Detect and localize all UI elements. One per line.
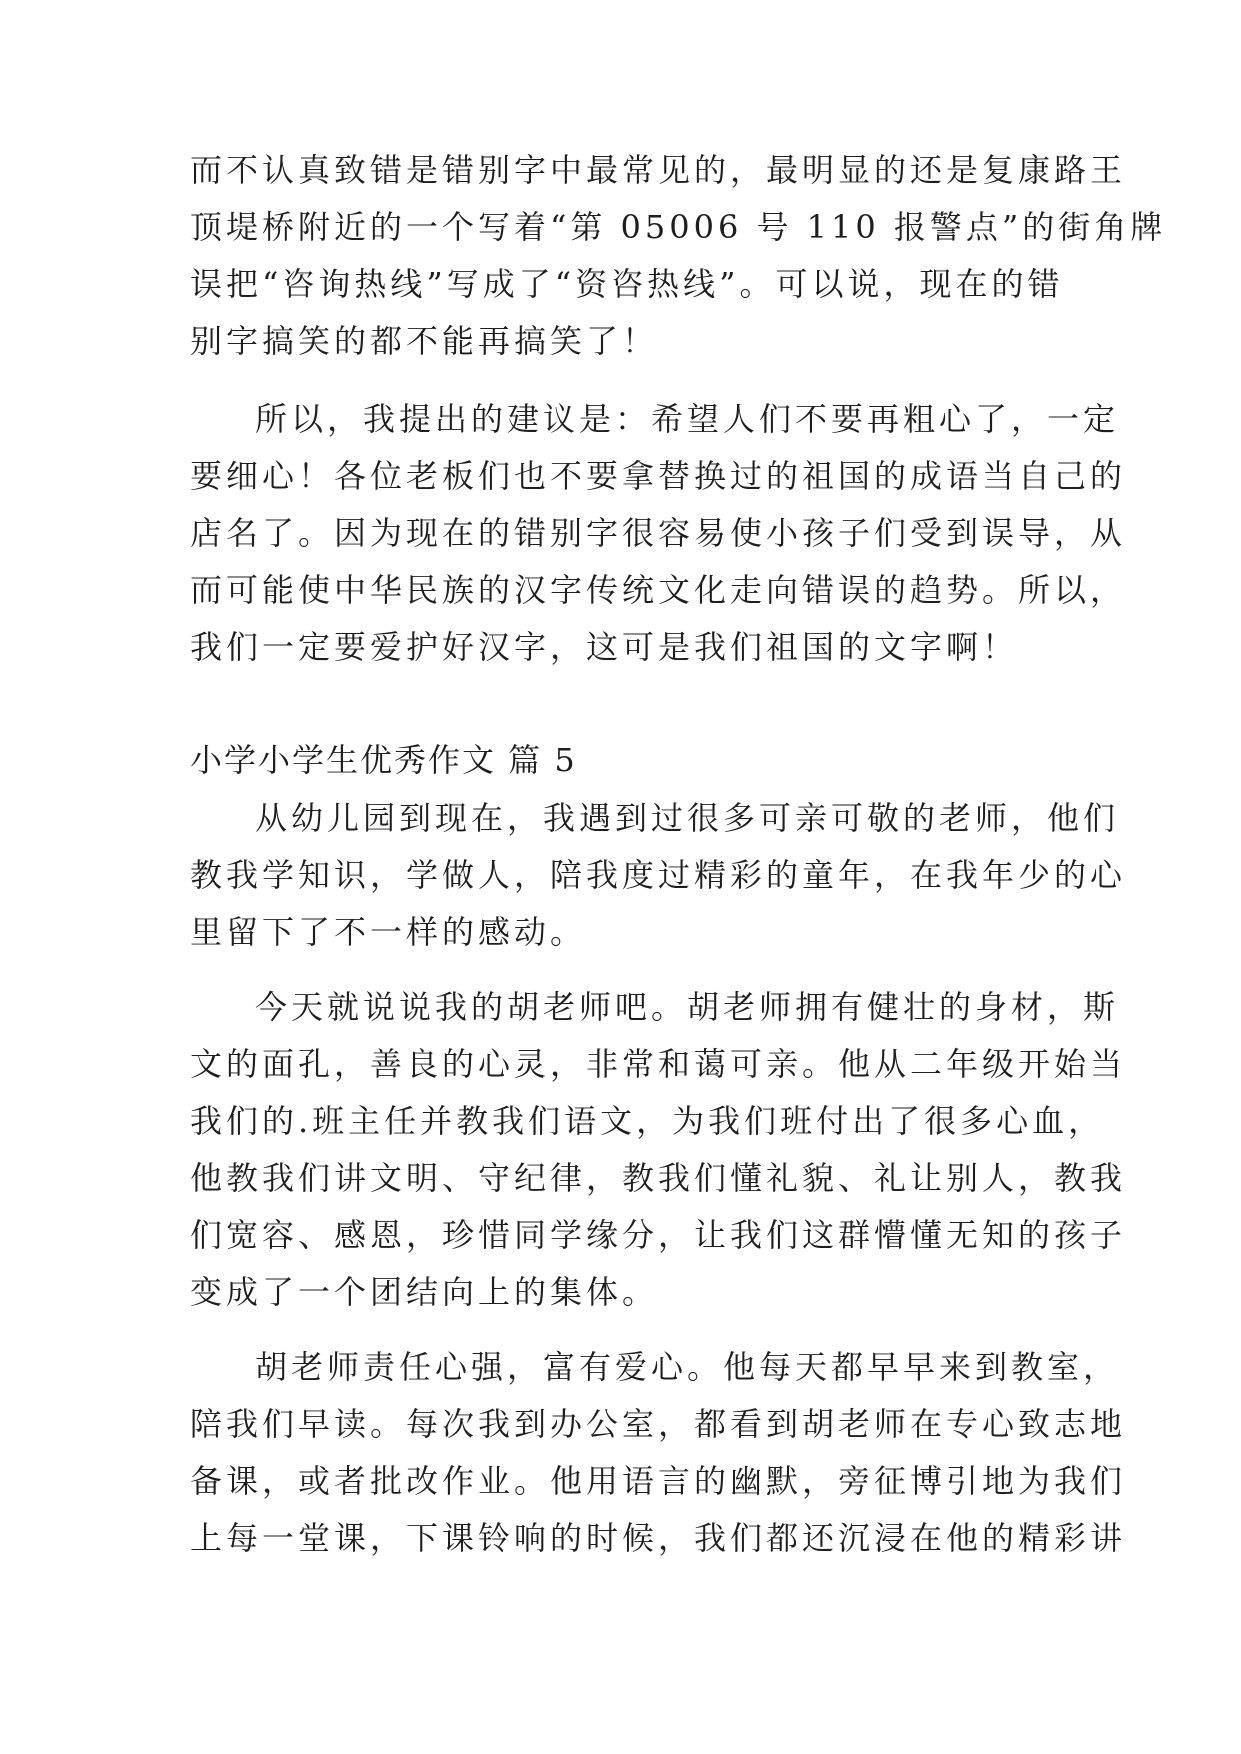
paragraph-line: 胡老师责任心强，富有爱心。他每天都早早来到教室， [255,1348,1120,1386]
paragraph-line: 所以，我提出的建议是：希望人们不要再粗心了，一定 [255,400,1120,438]
paragraph-line: 误把“咨询热线”写成了“资咨热线”。可以说，现在的错 [190,265,1064,303]
paragraph-line: 今天就说说我的胡老师吧。胡老师拥有健壮的身材，斯 [255,988,1120,1026]
paragraph-line: 陪我们早读。每次我到办公室，都看到胡老师在专心致志地 [190,1405,1127,1443]
paragraph-line: 变成了一个团结向上的集体。 [190,1273,659,1311]
paragraph-line: 而可能使中华民族的汉字传统文化走向错误的趋势。所以， [190,571,1127,609]
paragraph-line: 文的面孔，善良的心灵，非常和蔼可亲。他从二年级开始当 [190,1045,1127,1083]
paragraph-line: 教我学知识，学做人，陪我度过精彩的童年，在我年少的心 [190,856,1127,894]
paragraph-line: 他教我们讲文明、守纪律，教我们懂礼貌、礼让别人，教我 [190,1159,1127,1197]
paragraph-line: 备课，或者批改作业。他用语言的幽默，旁征博引地为我们 [190,1462,1127,1500]
paragraph-line: 们宽容、感恩，珍惜同学缘分，让我们这群懵懂无知的孩子 [190,1216,1127,1254]
paragraph-line: 从幼儿园到现在，我遇到过很多可亲可敬的老师，他们 [255,799,1120,837]
paragraph-line: 我们一定要爱护好汉字，这可是我们祖国的文字啊！ [190,628,1019,666]
paragraph-line: 顶堤桥附近的一个写着“第 05006 号 110 报警点”的街角牌 [190,208,1167,246]
paragraph-line: 里留下了不一样的感动。 [190,913,587,951]
paragraph-line: 要细心！各位老板们也不要拿替换过的祖国的成语当自己的 [190,457,1127,495]
paragraph-line: 上每一堂课，下课铃响的时候，我们都还沉浸在他的精彩讲 [190,1519,1127,1557]
section-heading: 小学小学生优秀作文 篇 5 [190,741,577,779]
paragraph-line: 店名了。因为现在的错别字很容易使小孩子们受到误导，从 [190,514,1127,552]
paragraph-line: 别字搞笑的都不能再搞笑了！ [190,322,659,360]
paragraph-line: 我们的.班主任并教我们语文，为我们班付出了很多心血， [190,1102,1105,1140]
paragraph-line: 而不认真致错是错别字中最常见的，最明显的还是复康路王 [190,151,1127,189]
